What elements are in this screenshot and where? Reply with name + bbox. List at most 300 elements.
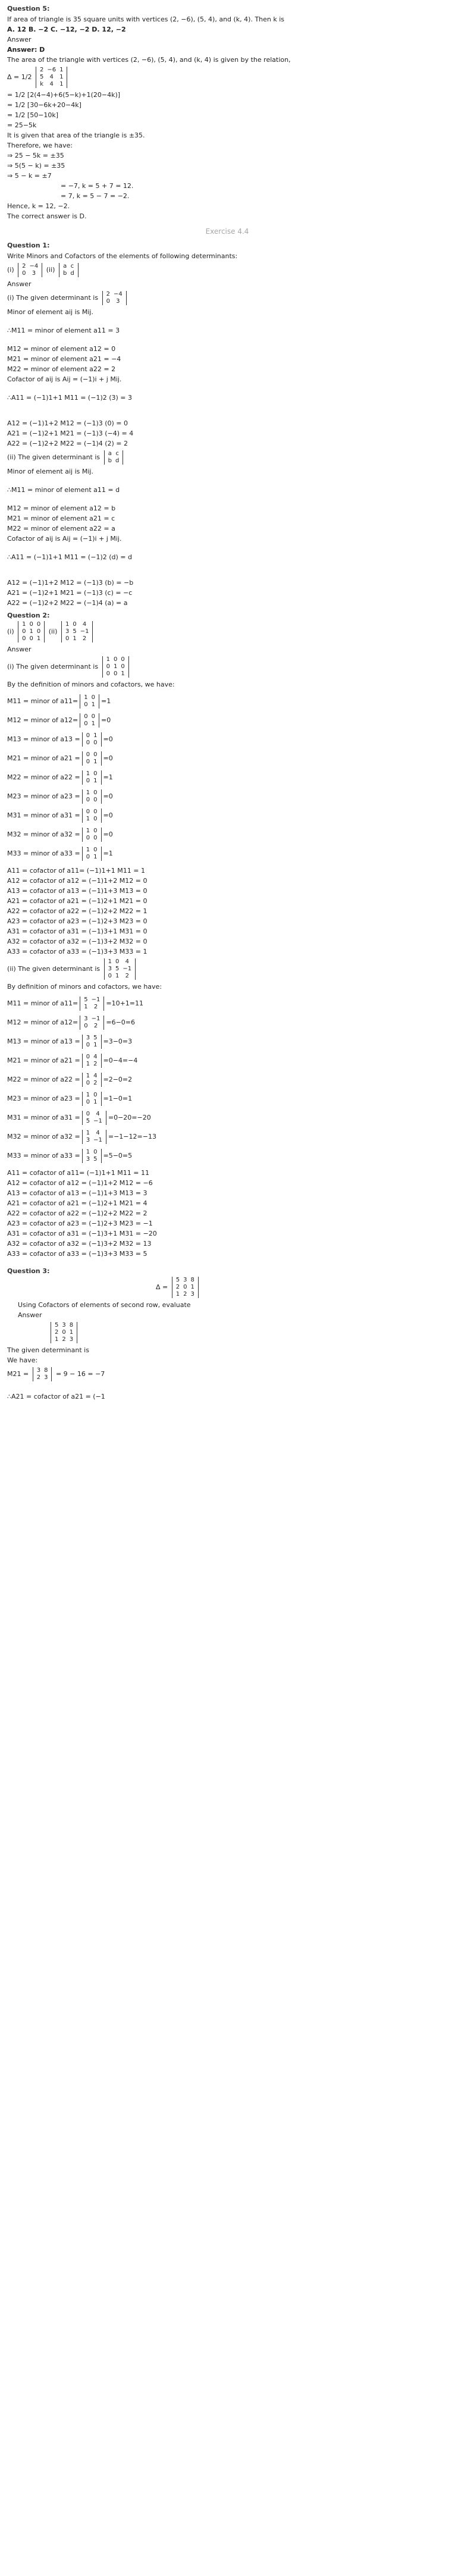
det-cell: 0 bbox=[93, 1149, 98, 1155]
det-cell: 4 bbox=[93, 1054, 98, 1060]
det-row bbox=[84, 835, 99, 842]
det-cell: 3 bbox=[69, 1336, 74, 1343]
step-2: = 1/2 [30−6k+20−4k] bbox=[7, 101, 81, 109]
n22: M22 = minor of element a22 = a bbox=[7, 525, 115, 532]
step-4: = 25−5k bbox=[7, 121, 37, 129]
q2-ii-given: (ii) The given determinant is bbox=[7, 965, 101, 973]
det-cell: 1 bbox=[106, 656, 110, 663]
det-cell: −1 bbox=[80, 628, 89, 635]
minor-label: M33 = minor of a33 = bbox=[7, 850, 80, 857]
det-cell: 0 bbox=[86, 1111, 90, 1117]
minor-det bbox=[82, 732, 102, 747]
det-cell: 0 bbox=[22, 635, 26, 642]
det-cell: 2 bbox=[55, 1329, 59, 1336]
det-cell: 0 bbox=[183, 1284, 187, 1290]
det-cell: 0 bbox=[86, 759, 90, 765]
det-cell: 8 bbox=[69, 1322, 74, 1328]
minor-result: =1 bbox=[101, 697, 111, 705]
det-cell: 1 bbox=[36, 635, 41, 642]
question-2-dets bbox=[7, 621, 447, 643]
minor-result: =1−0=1 bbox=[103, 1095, 133, 1102]
det-cell: 0 bbox=[108, 973, 112, 979]
minor-label: M32 = minor of a32 = bbox=[7, 831, 80, 838]
minor-det bbox=[82, 828, 102, 842]
minor-det bbox=[80, 996, 104, 1011]
det-cell: 2 bbox=[93, 1023, 98, 1029]
det-row bbox=[105, 670, 127, 678]
a22: A22 = (−1)2+2 M22 = (−1)4 (2) = 2 bbox=[7, 440, 128, 447]
det-row bbox=[20, 263, 40, 270]
delta-label: Δ = 1/2 bbox=[7, 73, 32, 81]
det-row bbox=[84, 1137, 104, 1144]
det-row bbox=[84, 770, 99, 778]
minor-label: M23 = minor of a23 = bbox=[7, 792, 80, 800]
minor-det bbox=[80, 1016, 104, 1030]
det-cell: −1 bbox=[93, 1118, 102, 1124]
det-cell: 0 bbox=[113, 656, 118, 663]
det-cell: 3 bbox=[36, 1367, 41, 1374]
det-cell: 0 bbox=[93, 770, 98, 777]
a11: ∴A11 = (−1)1+1 M11 = (−1)2 (3) = 3 bbox=[7, 394, 133, 402]
det-cell: 0 bbox=[86, 1042, 90, 1048]
minor-label: M23 = minor of a23 = bbox=[7, 1095, 80, 1102]
minor-det bbox=[82, 1149, 102, 1163]
eq-4: = −7, k = 5 + 7 = 12. bbox=[61, 182, 134, 190]
m21-row bbox=[7, 1367, 447, 1381]
minor-row bbox=[7, 1149, 447, 1163]
det-row bbox=[53, 1336, 75, 1343]
det-cell: 5 bbox=[73, 628, 77, 635]
det-cell: 3 bbox=[65, 628, 70, 635]
det-row bbox=[84, 797, 99, 804]
question-1-dets bbox=[7, 263, 447, 277]
question-5-title: Question 5: bbox=[7, 5, 50, 12]
answer-label: Answer bbox=[7, 280, 32, 288]
minor-det bbox=[82, 1111, 106, 1125]
det-cell: 0 bbox=[93, 789, 98, 796]
minor-result: =10+1=11 bbox=[106, 999, 144, 1007]
det-cell: 1 bbox=[86, 828, 90, 834]
b21: A21 = (−1)2+1 M21 = (−1)3 (c) = −c bbox=[7, 589, 133, 597]
det-cell: 0 bbox=[86, 1054, 90, 1060]
minor-det bbox=[82, 789, 102, 804]
det-cell: 0 bbox=[84, 701, 88, 708]
det-cell: 4 bbox=[49, 81, 54, 87]
det-row bbox=[84, 1111, 104, 1118]
det-row bbox=[61, 263, 76, 270]
det-cell: 0 bbox=[86, 778, 90, 784]
eq-5: = 7, k = 5 − 7 = −2. bbox=[61, 192, 130, 200]
det-cell: 0 bbox=[93, 835, 98, 841]
det-cell: d bbox=[70, 270, 74, 277]
minor-det bbox=[82, 1054, 102, 1068]
det-row bbox=[38, 67, 65, 74]
det-cell: 0 bbox=[86, 808, 90, 815]
therefore: Therefore, we have: bbox=[7, 142, 73, 149]
cofactor-line: A11 = cofactor of a11= (−1)1+1 M11 = 1 bbox=[7, 867, 145, 875]
det-row bbox=[105, 656, 127, 663]
minor-det bbox=[82, 1035, 102, 1049]
minor-row bbox=[7, 847, 447, 861]
det-cell: 0 bbox=[86, 835, 90, 841]
det-q1-ii bbox=[59, 263, 79, 277]
det-row bbox=[84, 778, 99, 785]
det-cell: 1 bbox=[86, 1149, 90, 1155]
det-row bbox=[82, 1023, 102, 1030]
minor-label: M13 = minor of a13 = bbox=[7, 735, 80, 743]
det-cell: 0 bbox=[84, 1023, 88, 1029]
det-row bbox=[84, 751, 99, 759]
det-row bbox=[84, 1080, 99, 1087]
det-cell: 1 bbox=[93, 778, 98, 784]
det-cell: −4 bbox=[113, 291, 123, 297]
q1-i-given: (i) The given determinant is bbox=[7, 294, 99, 302]
det-cell: 1 bbox=[86, 1061, 90, 1067]
minor-def-2: Minor of element aij is Mij. bbox=[7, 468, 93, 475]
det-cell: 0 bbox=[91, 713, 95, 720]
det-cell: 1 bbox=[86, 1092, 90, 1098]
det-cell: c bbox=[115, 450, 119, 457]
det-cell: 0 bbox=[29, 621, 33, 628]
q2-ii-cofactors bbox=[7, 1168, 447, 1259]
det-cell: 1 bbox=[91, 701, 95, 708]
det-row bbox=[84, 847, 99, 854]
det-cell: 0 bbox=[86, 1099, 90, 1105]
det-row bbox=[106, 973, 134, 980]
minor-result: =3−0=3 bbox=[103, 1038, 133, 1045]
det-cell: −1 bbox=[91, 996, 101, 1003]
minor-det bbox=[82, 808, 102, 823]
det-cell: 1 bbox=[86, 816, 90, 822]
det-cell: 3 bbox=[62, 1322, 66, 1328]
det-cell: 0 bbox=[86, 751, 90, 758]
a21: A21 = (−1)2+1 M21 = (−1)3 (−4) = 4 bbox=[7, 430, 134, 437]
det-cell: 0 bbox=[93, 847, 98, 853]
minor-row bbox=[7, 1073, 447, 1087]
minor-label: M32 = minor of a32 = bbox=[7, 1133, 80, 1140]
minor-def: Minor of element aij is Mij. bbox=[7, 308, 93, 316]
det-cell: 0 bbox=[93, 1092, 98, 1098]
question-1-title: Question 1: bbox=[7, 242, 50, 249]
minor-result: =0 bbox=[101, 716, 111, 724]
det-cell: 1 bbox=[86, 1130, 90, 1136]
solution-page bbox=[7, 0, 447, 1402]
minor-result: =5−0=5 bbox=[103, 1152, 133, 1159]
det-row bbox=[84, 1099, 99, 1106]
minor-row bbox=[7, 770, 447, 785]
minor-result: =1 bbox=[103, 850, 113, 857]
exercise-heading: Exercise 4.4 bbox=[205, 227, 249, 236]
det-q2-ii bbox=[61, 621, 93, 643]
minor-row bbox=[7, 1111, 447, 1125]
det-row bbox=[82, 713, 97, 720]
det-cell: 1 bbox=[84, 1004, 88, 1010]
part-i-label: (i) bbox=[7, 266, 14, 274]
det-row bbox=[84, 1149, 99, 1156]
det-cell: 1 bbox=[69, 1329, 74, 1336]
det-row bbox=[82, 1016, 102, 1023]
cofactor-line: A12 = cofactor of a12 = (−1)1+2 M12 = −6 bbox=[7, 1179, 153, 1187]
det-row bbox=[64, 628, 91, 635]
det-row bbox=[174, 1291, 196, 1298]
det-cell: 1 bbox=[73, 635, 77, 642]
det-cell: 5 bbox=[93, 1035, 98, 1041]
det-cell: 0 bbox=[29, 635, 33, 642]
det-row bbox=[174, 1277, 196, 1284]
minor-row bbox=[7, 713, 447, 728]
det-cell: 3 bbox=[86, 1035, 90, 1041]
det-cell: k bbox=[40, 81, 44, 87]
minor-label: M31 = minor of a31 = bbox=[7, 811, 80, 819]
det-cell: 0 bbox=[86, 797, 90, 803]
det-cell: 2 bbox=[39, 67, 44, 73]
det-q1-i bbox=[18, 263, 42, 277]
step-3: = 1/2 [50−10k] bbox=[7, 111, 59, 119]
det-row bbox=[84, 828, 99, 835]
question-1-prompt: Write Minors and Cofactors of the elements of following determinants: bbox=[7, 252, 238, 260]
m21-label: M21 = bbox=[7, 1370, 29, 1378]
det-cell: 3 bbox=[108, 966, 112, 972]
q2-ii-minors bbox=[7, 996, 447, 1163]
det-cell: 5 bbox=[84, 996, 88, 1003]
m21-det bbox=[33, 1367, 52, 1381]
det-cell: 1 bbox=[91, 720, 95, 727]
det-q3-repeat bbox=[51, 1322, 77, 1343]
det-cell: 1 bbox=[29, 628, 33, 635]
q2-i-given-row bbox=[7, 656, 447, 678]
det-cell: 3 bbox=[44, 1374, 48, 1381]
cofactor-line: A32 = cofactor of a32 = (−1)3+2 M32 = 0 bbox=[7, 938, 147, 945]
det-cell: 8 bbox=[190, 1277, 194, 1283]
minor-det bbox=[82, 1092, 102, 1106]
det-cell: 2 bbox=[93, 1061, 98, 1067]
det-row bbox=[105, 291, 124, 298]
det-cell: 3 bbox=[84, 1016, 88, 1022]
n12: M12 = minor of element a12 = b bbox=[7, 504, 116, 512]
minor-label: M22 = minor of a22 = bbox=[7, 773, 80, 781]
det-cell: 1 bbox=[84, 694, 88, 701]
cof-def-2: Cofactor of aij is Aij = (−1)i + j Mij. bbox=[7, 535, 122, 543]
minor-det bbox=[82, 751, 102, 766]
det-cell: 0 bbox=[86, 1080, 90, 1086]
det-row bbox=[53, 1329, 75, 1336]
det-cell: 0 bbox=[62, 1329, 66, 1336]
det-cell: 1 bbox=[113, 663, 118, 670]
det-cell: 4 bbox=[49, 74, 54, 80]
cofactor-line: A32 = cofactor of a32 = (−1)3+2 M32 = 13 bbox=[7, 1240, 152, 1248]
det-row bbox=[53, 1322, 75, 1329]
q1-i-given-row bbox=[7, 291, 447, 305]
q2-i-given: (i) The given determinant is bbox=[7, 663, 99, 670]
det-cell: 0 bbox=[93, 739, 98, 746]
det-cell: 5 bbox=[115, 966, 120, 972]
det-q3 bbox=[172, 1277, 199, 1298]
minor-row bbox=[7, 808, 447, 823]
question-3-det-row bbox=[7, 1277, 447, 1298]
det-row bbox=[82, 694, 97, 701]
det-cell: 2 bbox=[125, 973, 129, 979]
cofactor-line: A21 = cofactor of a21 = (−1)2+1 M21 = 4 bbox=[7, 1199, 147, 1207]
det-cell: 2 bbox=[62, 1336, 66, 1343]
correct-answer: The correct answer is D. bbox=[7, 212, 87, 220]
cofactor-line: A31 = cofactor of a31 = (−1)3+1 M31 = 0 bbox=[7, 927, 147, 935]
det-q2-i bbox=[18, 621, 45, 643]
given-area: It is given that area of the triangle is ±35. bbox=[7, 131, 145, 139]
det-cell: 1 bbox=[86, 770, 90, 777]
minor-row bbox=[7, 828, 447, 842]
det-row bbox=[84, 1156, 99, 1163]
cofactor-line: A11 = cofactor of a11= (−1)1+1 M11 = 11 bbox=[7, 1169, 149, 1177]
minor-result: =0 bbox=[103, 754, 113, 762]
by-definition: By the definition of minors and cofactors, we have: bbox=[7, 681, 175, 688]
det-q1-i-repeat bbox=[102, 291, 127, 305]
b11: ∴A11 = (−1)1+1 M11 = (−1)2 (d) = d bbox=[7, 553, 132, 561]
det-row bbox=[84, 854, 99, 861]
hence: Hence, k = 12, −2. bbox=[7, 202, 70, 210]
det-row bbox=[82, 1004, 102, 1011]
det-row bbox=[84, 1061, 99, 1068]
answer-label: Answer bbox=[7, 36, 32, 43]
det-cell: 1 bbox=[86, 1073, 90, 1079]
det-cell: 1 bbox=[86, 847, 90, 853]
det-row bbox=[35, 1374, 50, 1381]
cofactor-line: A13 = cofactor of a13 = (−1)1+3 M13 = 3 bbox=[7, 1189, 147, 1197]
det-cell: 2 bbox=[175, 1284, 180, 1290]
det-cell: 1 bbox=[93, 1099, 98, 1105]
det-row bbox=[106, 457, 121, 465]
det-cell: 1 bbox=[115, 973, 120, 979]
det-row bbox=[82, 996, 102, 1004]
minor-label: M12 = minor of a12= bbox=[7, 1019, 79, 1026]
explanation: The area of the triangle with vertices (2, −6), (5, 4), and (k, 4) is given by the relation, bbox=[7, 56, 291, 64]
minor-det bbox=[82, 770, 102, 785]
det-cell: 2 bbox=[183, 1291, 187, 1298]
minor-row bbox=[7, 732, 447, 747]
det-cell: 1 bbox=[86, 789, 90, 796]
det-cell: 0 bbox=[84, 720, 88, 727]
det-cell: −1 bbox=[91, 1016, 101, 1022]
minor-row bbox=[7, 1016, 447, 1030]
question-3-title: Question 3: bbox=[7, 1267, 50, 1275]
minor-label: M21 = minor of a21 = bbox=[7, 1057, 80, 1064]
minor-label: M12 = minor of a12= bbox=[7, 716, 79, 724]
det-cell: 1 bbox=[93, 759, 98, 765]
eq-2: ⇒ 5(5 − k) = ±35 bbox=[7, 162, 65, 170]
det-row bbox=[20, 628, 42, 635]
minor-label: M13 = minor of a13 = bbox=[7, 1038, 80, 1045]
det-cell: 0 bbox=[86, 732, 90, 739]
det-row bbox=[84, 1035, 99, 1042]
area-determinant bbox=[36, 67, 68, 88]
det-cell: 3 bbox=[86, 1137, 90, 1143]
det-cell: 2 bbox=[22, 263, 26, 269]
q3-given: The given determinant is bbox=[7, 1346, 89, 1354]
minor-label: M11 = minor of a11= bbox=[7, 697, 79, 705]
m21-result: = 9 − 16 = −7 bbox=[55, 1370, 105, 1378]
minor-result: =0 bbox=[103, 831, 113, 838]
m11: ∴M11 = minor of element a11 = 3 bbox=[7, 327, 120, 334]
det-cell: b bbox=[108, 457, 112, 464]
det-cell: 1 bbox=[121, 670, 125, 677]
det-cell: −4 bbox=[29, 263, 39, 269]
det-cell: a bbox=[108, 450, 112, 457]
det-cell: 0 bbox=[86, 739, 90, 746]
det-cell: 3 bbox=[183, 1277, 187, 1283]
det-cell: 0 bbox=[121, 663, 125, 670]
det-cell: 0 bbox=[106, 298, 110, 305]
part-i-label: (i) bbox=[7, 628, 14, 635]
det-cell: 0 bbox=[36, 621, 41, 628]
question-3-prompt: Using Cofactors of elements of second row, evaluate bbox=[18, 1301, 191, 1309]
det-q2-i-repeat bbox=[102, 656, 129, 678]
det-row bbox=[84, 739, 99, 747]
det-row bbox=[84, 1130, 104, 1137]
minor-result: =0 bbox=[103, 792, 113, 800]
cofactor-line: A23 = cofactor of a23 = (−1)2+3 M23 = 0 bbox=[7, 917, 147, 925]
det-cell: 3 bbox=[32, 270, 36, 277]
det-cell: 1 bbox=[55, 1336, 59, 1343]
det-cell: 0 bbox=[93, 797, 98, 803]
det-cell: 4 bbox=[96, 1111, 100, 1117]
det-cell: 1 bbox=[93, 854, 98, 860]
det-cell: −1 bbox=[93, 1137, 102, 1143]
det-cell: 3 bbox=[190, 1291, 194, 1298]
det-cell: 0 bbox=[93, 816, 98, 822]
delta-label: Δ = bbox=[156, 1283, 168, 1291]
q1-ii-given-row bbox=[7, 450, 447, 465]
det-cell: 1 bbox=[190, 1284, 194, 1290]
b22: A22 = (−1)2+2 M22 = (−1)4 (a) = a bbox=[7, 599, 128, 607]
det-q3-repeat-row bbox=[7, 1322, 447, 1343]
det-cell: 8 bbox=[44, 1367, 48, 1374]
det-row bbox=[38, 81, 65, 88]
minor-row bbox=[7, 789, 447, 804]
det-cell: 5 bbox=[55, 1322, 59, 1328]
det-cell: b bbox=[62, 270, 67, 277]
minor-label: M33 = minor of a33 = bbox=[7, 1152, 80, 1159]
minor-det bbox=[82, 1130, 106, 1144]
answer-label: Answer bbox=[7, 645, 32, 653]
det-cell: a bbox=[63, 263, 67, 269]
answer-label: Answer bbox=[18, 1311, 42, 1319]
n21: M21 = minor of element a21 = c bbox=[7, 515, 115, 522]
det-cell: 4 bbox=[96, 1130, 100, 1136]
part-ii-label: (ii) bbox=[48, 628, 58, 635]
det-q1-ii-repeat bbox=[104, 450, 124, 465]
det-cell: −6 bbox=[47, 67, 56, 73]
det-row bbox=[106, 450, 121, 457]
det-q2-ii-repeat bbox=[104, 958, 136, 980]
minor-label: M21 = minor of a21 = bbox=[7, 754, 80, 762]
det-cell: 5 bbox=[93, 1156, 98, 1162]
minor-result: =−1−12=−13 bbox=[108, 1133, 156, 1140]
cofactor-line: A22 = cofactor of a22 = (−1)2+2 M22 = 2 bbox=[7, 1209, 147, 1217]
eq-1: ⇒ 25 − 5k = ±35 bbox=[7, 152, 64, 159]
det-cell: 3 bbox=[116, 298, 120, 305]
area-determinant-row bbox=[7, 67, 447, 88]
det-row bbox=[84, 1118, 104, 1125]
det-row bbox=[84, 1054, 99, 1061]
minor-row bbox=[7, 1092, 447, 1106]
q3-have: We have: bbox=[7, 1356, 38, 1364]
det-cell: 1 bbox=[22, 621, 26, 628]
det-cell: 1 bbox=[59, 81, 64, 87]
det-row bbox=[106, 966, 134, 973]
minor-row bbox=[7, 1035, 447, 1049]
minor-det bbox=[80, 694, 99, 709]
det-row bbox=[64, 635, 91, 643]
det-cell: 1 bbox=[93, 732, 98, 739]
